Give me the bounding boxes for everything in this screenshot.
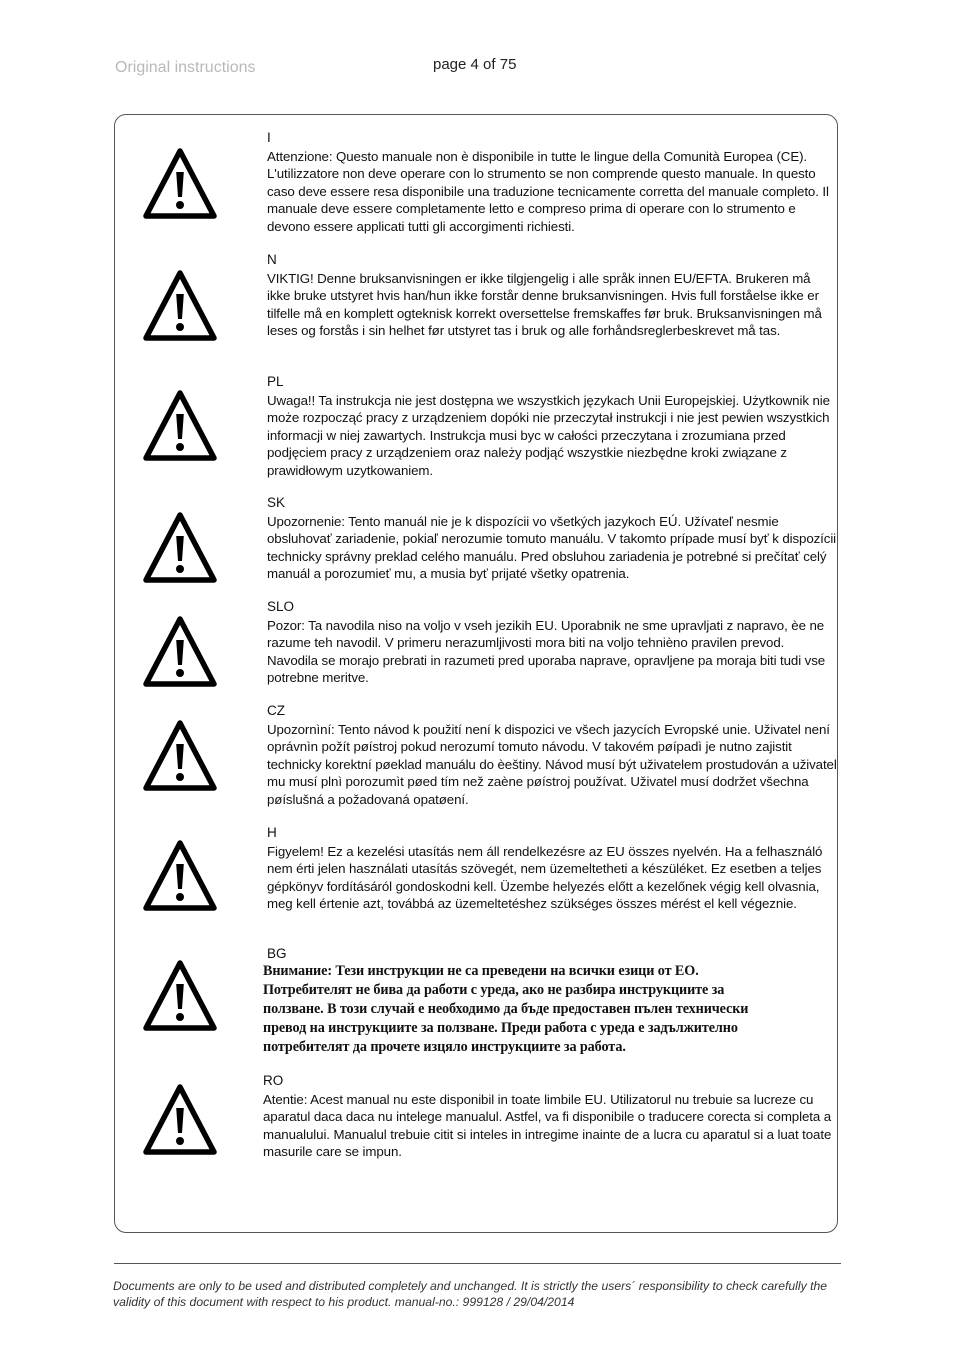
language-code: RO (263, 1073, 284, 1088)
warning-triangle-icon (142, 1082, 218, 1158)
warning-text: Upozornìní: Tento návod k použití není k dispozici ve všech jazycích Evropské unie. Uživatel není oprávnìn požít pøístroj pokud nerozumí tomuto návodu. V takovém pøípadì je nutno zajistit technicky korektní pøeklad manuálu do èeštiny. Návod musí být uživatelem prostudován a uživatel mu musí plnì porozumìt pøed tím než zaène pøístroj používat. Uživatel musí dodržet všechna pøíslušná a požadovaná opatøení. (267, 722, 837, 807)
language-code: H (267, 825, 277, 840)
warning-triangle-shape (142, 614, 218, 690)
footer-divider (114, 1263, 841, 1264)
warning-triangle-shape (142, 146, 218, 222)
warning-text: Uwaga!! Ta instrukcja nie jest dostępna we wszystkich językach Unii Europejskiej. Użytkownik nie może rozpocząć pracy z urządzeniem dopóki nie przeczytał instrukcji i nie jest pewien wszystkich informacji w niej zawartych. Instrukcja musi byc w całości przeczytana i zrozumiana przed podjęciem pracy z urządzeniem oraz należy podjąć wszystkie niezbędne kroki związane z prawidłowym uzytkowaniem. (267, 393, 830, 478)
warning-triangle-shape (142, 268, 218, 344)
warning-triangle-shape (142, 510, 218, 586)
warning-triangle-shape (142, 388, 218, 464)
warning-triangle-icon (142, 838, 218, 914)
warning-triangle-icon (142, 718, 218, 794)
warning-text: VIKTIG! Denne bruksanvisningen er ikke tilgjengelig i alle språk innen EU/EFTA. Brukeren må ikke bruke utstyret hvis han/hun ikke forstår denne bruksanvisningen. Hvis full forståelse ikke er tilfelle må en komplett ogteknisk korrekt oversettelse fremskaffes før bruk. Bruksanvisningen må leses og forstås i sin helhet før utstyret tas i bruk og alle forhåndsreglerbeskrevet må tas. (267, 271, 822, 339)
warning-triangle-icon (142, 268, 218, 344)
warning-triangle-shape (142, 958, 218, 1034)
warning-text: Внимание: Тези инструкции не са преведени на всички езици от ЕО. Потребителят не бива да работи с уреда, ако не разбира инструкциите за ползване. В този случай е необходимо да бъде предоставен пълен технически превод на инструкциите за ползване. Преди работа с уреда е задължително потребителят да прочете изцяло инструкциите за работа. (263, 963, 749, 1055)
warning-text: Upozornenie: Tento manuál nie je k dispozícii vo všetkých jazykoch EÚ. Užívateľ nesmie obsluhovať zariadenie, pokiaľ nerozumie tomuto manuálu. V takomto prípade musí byť k dispozícii technicky správny preklad celého manuálu. Pred obsluhou zariadenia je potrebné si prečítať celý manuál a porozumieť mu, a musia byť prijaté všetky opatrenia. (267, 514, 837, 582)
footer-disclaimer: Documents are only to be used and distributed completely and unchanged. It is strictly the users´ responsibility to check carefully the validity of this document with respect to his product. manual-no.: 999128 / 29/04/2014 (113, 1279, 828, 1309)
warning-triangle-shape (142, 1082, 218, 1158)
language-code: PL (267, 374, 284, 389)
warning-triangle-shape (142, 838, 218, 914)
warning-triangle-icon (142, 388, 218, 464)
warning-triangle-shape (142, 718, 218, 794)
warning-text: Attenzione: Questo manuale non è disponibile in tutte le lingue della Comunità Europea (CE). L'utilizzatore non deve operare con lo strumento se non comprende questo manuale. In questo caso deve essere resa disponibile una traduzione tecnicamente corretta del manuale completo. Il manuale deve essere completamente letto e compreso prima di operare con lo strumento e devono essere applicati tutti gli accorgimenti richiesti. (267, 149, 829, 234)
language-code: SK (267, 495, 286, 510)
language-code: BG (267, 946, 287, 961)
page-number: page 4 of 75 (433, 56, 517, 73)
warning-triangle-icon (142, 510, 218, 586)
language-code: I (267, 130, 271, 145)
warning-triangle-icon (142, 614, 218, 690)
warning-text: Figyelem! Ez a kezelési utasítás nem áll rendelkezésre az EU összes nyelvén. Ha a felhasználó nem érti jelen használati utasítás szövegét, nem üzemeltetheti a készüléket. Ez esetben a teljes gépkönyv fordításáról gondoskodni kell. Üzembe helyezés előtt a kezelőnek végig kell olvasnia, meg kell értenie azt, továbbá az üzemeltetéshez szükséges összes mérést el kell végeznie. (267, 844, 823, 912)
warning-triangle-icon (142, 146, 218, 222)
warning-triangle-icon (142, 958, 218, 1034)
warning-text: Atentie: Acest manual nu este disponibil in toate limbile EU. Utilizatorul nu trebuie sa lucreze cu aparatul daca daca nu intelege manualul. Astfel, va fi disponibile o traducere corecta si completa a manualului. Manualul trebuie citit si inteles in intregime inainte de a lucra cu aparatul si a luat toate masurile care se impun. (263, 1092, 832, 1160)
language-code: SLO (267, 599, 295, 614)
language-code: N (267, 252, 277, 267)
warning-text: Pozor: Ta navodila niso na voljo v vseh jezikih EU. Uporabnik ne sme upravljati z napravo, èe ne razume teh navodil. V primeru nerazumljivosti mora biti na voljo tehnièno pravilen prevod. Navodila se morajo prebrati in razumeti pred uporaba naprave, opravljene pa moraja biti tudi vse potrebne meritve. (267, 618, 826, 686)
document-type-label: Original instructions (115, 59, 256, 76)
language-code: CZ (267, 703, 285, 718)
